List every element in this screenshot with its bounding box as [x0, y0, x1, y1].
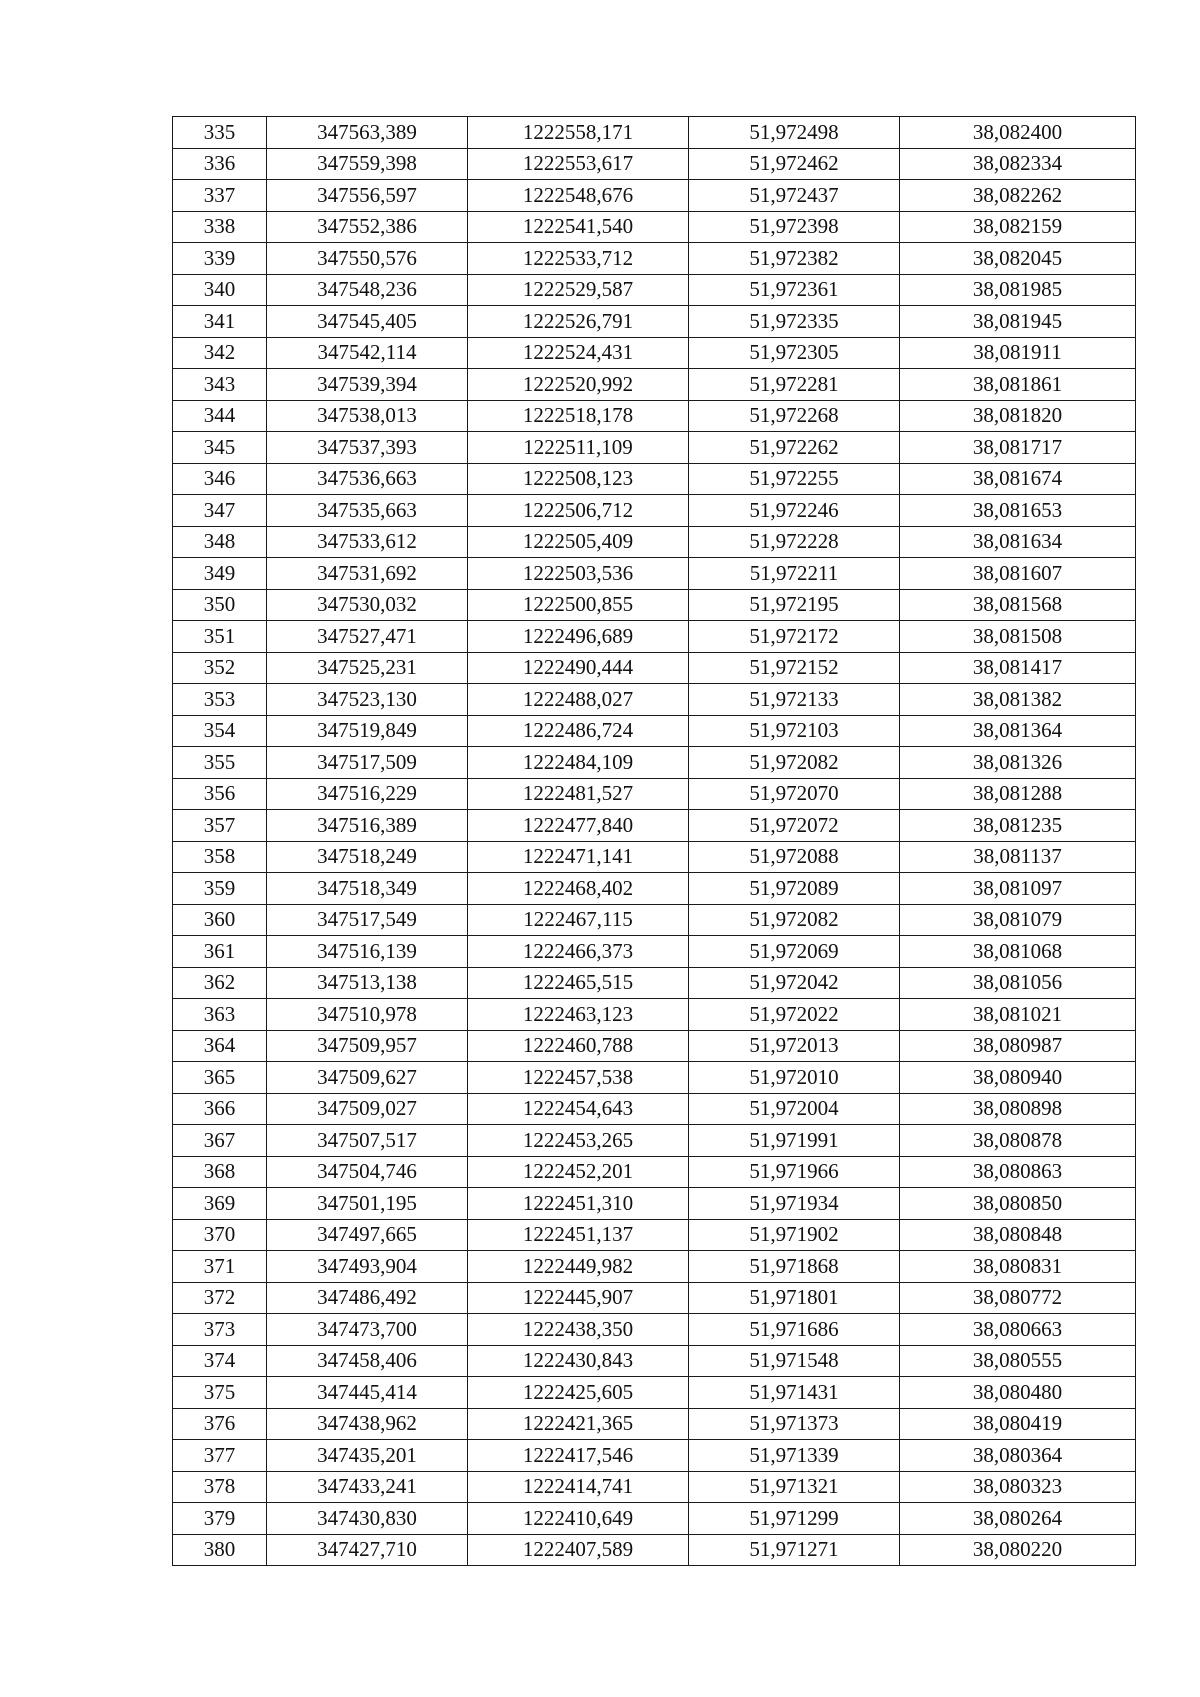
point-number-cell: 373 [173, 1314, 267, 1346]
longitude-cell: 38,080987 [900, 1030, 1136, 1062]
y-coordinate-cell: 1222445,907 [468, 1282, 689, 1314]
point-number-cell: 378 [173, 1471, 267, 1503]
longitude-cell: 38,080264 [900, 1503, 1136, 1535]
x-coordinate-cell: 347504,746 [267, 1156, 468, 1188]
x-coordinate-cell: 347516,389 [267, 810, 468, 842]
y-coordinate-cell: 1222484,109 [468, 747, 689, 779]
x-coordinate-cell: 347430,830 [267, 1503, 468, 1535]
longitude-cell: 38,081364 [900, 715, 1136, 747]
longitude-cell: 38,080940 [900, 1062, 1136, 1094]
y-coordinate-cell: 1222511,109 [468, 432, 689, 464]
longitude-cell: 38,081820 [900, 400, 1136, 432]
y-coordinate-cell: 1222505,409 [468, 526, 689, 558]
x-coordinate-cell: 347518,349 [267, 873, 468, 905]
point-number-cell: 379 [173, 1503, 267, 1535]
y-coordinate-cell: 1222541,540 [468, 211, 689, 243]
point-number-cell: 339 [173, 243, 267, 275]
point-number-cell: 367 [173, 1125, 267, 1157]
point-number-cell: 336 [173, 148, 267, 180]
x-coordinate-cell: 347507,517 [267, 1125, 468, 1157]
table-row [173, 684, 1136, 716]
latitude-cell: 51,972082 [689, 747, 900, 779]
latitude-cell: 51,972133 [689, 684, 900, 716]
latitude-cell: 51,972042 [689, 967, 900, 999]
table-row [173, 1282, 1136, 1314]
longitude-cell: 38,081568 [900, 589, 1136, 621]
x-coordinate-cell: 347445,414 [267, 1377, 468, 1409]
table-row [173, 400, 1136, 432]
table-row [173, 967, 1136, 999]
latitude-cell: 51,971934 [689, 1188, 900, 1220]
x-coordinate-cell: 347438,962 [267, 1408, 468, 1440]
y-coordinate-cell: 1222488,027 [468, 684, 689, 716]
latitude-cell: 51,972398 [689, 211, 900, 243]
longitude-cell: 38,081326 [900, 747, 1136, 779]
point-number-cell: 342 [173, 337, 267, 369]
point-number-cell: 361 [173, 936, 267, 968]
longitude-cell: 38,081653 [900, 495, 1136, 527]
point-number-cell: 338 [173, 211, 267, 243]
table-row [173, 1440, 1136, 1472]
longitude-cell: 38,081068 [900, 936, 1136, 968]
longitude-cell: 38,081097 [900, 873, 1136, 905]
x-coordinate-cell: 347517,509 [267, 747, 468, 779]
latitude-cell: 51,971271 [689, 1534, 900, 1566]
longitude-cell: 38,080323 [900, 1471, 1136, 1503]
x-coordinate-cell: 347509,027 [267, 1093, 468, 1125]
x-coordinate-cell: 347433,241 [267, 1471, 468, 1503]
latitude-cell: 51,972004 [689, 1093, 900, 1125]
latitude-cell: 51,971966 [689, 1156, 900, 1188]
y-coordinate-cell: 1222500,855 [468, 589, 689, 621]
table-row [173, 306, 1136, 338]
latitude-cell: 51,972022 [689, 999, 900, 1031]
point-number-cell: 371 [173, 1251, 267, 1283]
y-coordinate-cell: 1222410,649 [468, 1503, 689, 1535]
latitude-cell: 51,971339 [689, 1440, 900, 1472]
y-coordinate-cell: 1222425,605 [468, 1377, 689, 1409]
latitude-cell: 51,972305 [689, 337, 900, 369]
y-coordinate-cell: 1222558,171 [468, 117, 689, 149]
y-coordinate-cell: 1222465,515 [468, 967, 689, 999]
y-coordinate-cell: 1222460,788 [468, 1030, 689, 1062]
x-coordinate-cell: 347510,978 [267, 999, 468, 1031]
latitude-cell: 51,972498 [689, 117, 900, 149]
x-coordinate-cell: 347530,032 [267, 589, 468, 621]
longitude-cell: 38,080850 [900, 1188, 1136, 1220]
table-row [173, 432, 1136, 464]
x-coordinate-cell: 347556,597 [267, 180, 468, 212]
point-number-cell: 351 [173, 621, 267, 653]
longitude-cell: 38,080555 [900, 1345, 1136, 1377]
latitude-cell: 51,972246 [689, 495, 900, 527]
y-coordinate-cell: 1222438,350 [468, 1314, 689, 1346]
y-coordinate-cell: 1222490,444 [468, 652, 689, 684]
point-number-cell: 366 [173, 1093, 267, 1125]
x-coordinate-cell: 347509,627 [267, 1062, 468, 1094]
table-row [173, 1251, 1136, 1283]
table-row [173, 999, 1136, 1031]
point-number-cell: 340 [173, 274, 267, 306]
table-row [173, 211, 1136, 243]
longitude-cell: 38,082262 [900, 180, 1136, 212]
latitude-cell: 51,972152 [689, 652, 900, 684]
x-coordinate-cell: 347539,394 [267, 369, 468, 401]
latitude-cell: 51,972437 [689, 180, 900, 212]
x-coordinate-cell: 347538,013 [267, 400, 468, 432]
latitude-cell: 51,971686 [689, 1314, 900, 1346]
table-row [173, 621, 1136, 653]
table-row [173, 747, 1136, 779]
y-coordinate-cell: 1222526,791 [468, 306, 689, 338]
x-coordinate-cell: 347548,236 [267, 274, 468, 306]
y-coordinate-cell: 1222414,741 [468, 1471, 689, 1503]
table-row [173, 180, 1136, 212]
y-coordinate-cell: 1222481,527 [468, 778, 689, 810]
x-coordinate-cell: 347523,130 [267, 684, 468, 716]
point-number-cell: 372 [173, 1282, 267, 1314]
x-coordinate-cell: 347493,904 [267, 1251, 468, 1283]
longitude-cell: 38,082159 [900, 211, 1136, 243]
longitude-cell: 38,081911 [900, 337, 1136, 369]
table-row [173, 243, 1136, 275]
point-number-cell: 354 [173, 715, 267, 747]
latitude-cell: 51,971373 [689, 1408, 900, 1440]
latitude-cell: 51,972069 [689, 936, 900, 968]
latitude-cell: 51,972268 [689, 400, 900, 432]
longitude-cell: 38,080898 [900, 1093, 1136, 1125]
latitude-cell: 51,971299 [689, 1503, 900, 1535]
table-row [173, 1030, 1136, 1062]
point-number-cell: 353 [173, 684, 267, 716]
table-row [173, 1219, 1136, 1251]
point-number-cell: 380 [173, 1534, 267, 1566]
latitude-cell: 51,972089 [689, 873, 900, 905]
latitude-cell: 51,972255 [689, 463, 900, 495]
point-number-cell: 335 [173, 117, 267, 149]
table-row [173, 1188, 1136, 1220]
latitude-cell: 51,972172 [689, 621, 900, 653]
table-row [173, 369, 1136, 401]
point-number-cell: 363 [173, 999, 267, 1031]
table-row [173, 1345, 1136, 1377]
x-coordinate-cell: 347536,663 [267, 463, 468, 495]
x-coordinate-cell: 347516,139 [267, 936, 468, 968]
y-coordinate-cell: 1222430,843 [468, 1345, 689, 1377]
y-coordinate-cell: 1222471,141 [468, 841, 689, 873]
latitude-cell: 51,972335 [689, 306, 900, 338]
longitude-cell: 38,081508 [900, 621, 1136, 653]
x-coordinate-cell: 347535,663 [267, 495, 468, 527]
point-number-cell: 368 [173, 1156, 267, 1188]
y-coordinate-cell: 1222486,724 [468, 715, 689, 747]
table-row [173, 1062, 1136, 1094]
longitude-cell: 38,082045 [900, 243, 1136, 275]
point-number-cell: 357 [173, 810, 267, 842]
longitude-cell: 38,081607 [900, 558, 1136, 590]
longitude-cell: 38,081021 [900, 999, 1136, 1031]
y-coordinate-cell: 1222454,643 [468, 1093, 689, 1125]
point-number-cell: 359 [173, 873, 267, 905]
point-number-cell: 349 [173, 558, 267, 590]
longitude-cell: 38,080364 [900, 1440, 1136, 1472]
point-number-cell: 362 [173, 967, 267, 999]
x-coordinate-cell: 347527,471 [267, 621, 468, 653]
longitude-cell: 38,080848 [900, 1219, 1136, 1251]
longitude-cell: 38,081945 [900, 306, 1136, 338]
table-row [173, 841, 1136, 873]
table-row [173, 1471, 1136, 1503]
longitude-cell: 38,080663 [900, 1314, 1136, 1346]
x-coordinate-cell: 347509,957 [267, 1030, 468, 1062]
latitude-cell: 51,971548 [689, 1345, 900, 1377]
y-coordinate-cell: 1222533,712 [468, 243, 689, 275]
point-number-cell: 364 [173, 1030, 267, 1062]
longitude-cell: 38,081288 [900, 778, 1136, 810]
longitude-cell: 38,081235 [900, 810, 1136, 842]
point-number-cell: 369 [173, 1188, 267, 1220]
x-coordinate-cell: 347501,195 [267, 1188, 468, 1220]
table-row [173, 778, 1136, 810]
latitude-cell: 51,972281 [689, 369, 900, 401]
table-row [173, 1503, 1136, 1535]
longitude-cell: 38,080480 [900, 1377, 1136, 1409]
y-coordinate-cell: 1222407,589 [468, 1534, 689, 1566]
y-coordinate-cell: 1222520,992 [468, 369, 689, 401]
latitude-cell: 51,971431 [689, 1377, 900, 1409]
y-coordinate-cell: 1222466,373 [468, 936, 689, 968]
table-row [173, 1408, 1136, 1440]
point-number-cell: 348 [173, 526, 267, 558]
y-coordinate-cell: 1222451,137 [468, 1219, 689, 1251]
y-coordinate-cell: 1222548,676 [468, 180, 689, 212]
latitude-cell: 51,972013 [689, 1030, 900, 1062]
latitude-cell: 51,972262 [689, 432, 900, 464]
longitude-cell: 38,080772 [900, 1282, 1136, 1314]
latitude-cell: 51,972010 [689, 1062, 900, 1094]
table-row [173, 274, 1136, 306]
table-row [173, 1156, 1136, 1188]
point-number-cell: 347 [173, 495, 267, 527]
latitude-cell: 51,972462 [689, 148, 900, 180]
y-coordinate-cell: 1222452,201 [468, 1156, 689, 1188]
y-coordinate-cell: 1222503,536 [468, 558, 689, 590]
longitude-cell: 38,081056 [900, 967, 1136, 999]
table-row [173, 1314, 1136, 1346]
point-number-cell: 375 [173, 1377, 267, 1409]
table-row [173, 873, 1136, 905]
longitude-cell: 38,081861 [900, 369, 1136, 401]
table-row [173, 589, 1136, 621]
coordinates-table-body [173, 117, 1136, 1566]
longitude-cell: 38,081137 [900, 841, 1136, 873]
y-coordinate-cell: 1222508,123 [468, 463, 689, 495]
latitude-cell: 51,972088 [689, 841, 900, 873]
x-coordinate-cell: 347518,249 [267, 841, 468, 873]
point-number-cell: 358 [173, 841, 267, 873]
longitude-cell: 38,081717 [900, 432, 1136, 464]
point-number-cell: 352 [173, 652, 267, 684]
x-coordinate-cell: 347533,612 [267, 526, 468, 558]
y-coordinate-cell: 1222468,402 [468, 873, 689, 905]
point-number-cell: 343 [173, 369, 267, 401]
latitude-cell: 51,972070 [689, 778, 900, 810]
latitude-cell: 51,972072 [689, 810, 900, 842]
x-coordinate-cell: 347545,405 [267, 306, 468, 338]
x-coordinate-cell: 347458,406 [267, 1345, 468, 1377]
y-coordinate-cell: 1222449,982 [468, 1251, 689, 1283]
y-coordinate-cell: 1222553,617 [468, 148, 689, 180]
latitude-cell: 51,972228 [689, 526, 900, 558]
latitude-cell: 51,972103 [689, 715, 900, 747]
latitude-cell: 51,971801 [689, 1282, 900, 1314]
latitude-cell: 51,972361 [689, 274, 900, 306]
y-coordinate-cell: 1222417,546 [468, 1440, 689, 1472]
latitude-cell: 51,972082 [689, 904, 900, 936]
table-row [173, 117, 1136, 149]
x-coordinate-cell: 347513,138 [267, 967, 468, 999]
table-row [173, 1093, 1136, 1125]
point-number-cell: 370 [173, 1219, 267, 1251]
x-coordinate-cell: 347473,700 [267, 1314, 468, 1346]
table-row [173, 148, 1136, 180]
x-coordinate-cell: 347531,692 [267, 558, 468, 590]
x-coordinate-cell: 347435,201 [267, 1440, 468, 1472]
longitude-cell: 38,081674 [900, 463, 1136, 495]
latitude-cell: 51,971321 [689, 1471, 900, 1503]
longitude-cell: 38,080419 [900, 1408, 1136, 1440]
x-coordinate-cell: 347552,386 [267, 211, 468, 243]
latitude-cell: 51,972195 [689, 589, 900, 621]
longitude-cell: 38,081634 [900, 526, 1136, 558]
y-coordinate-cell: 1222506,712 [468, 495, 689, 527]
table-row [173, 810, 1136, 842]
x-coordinate-cell: 347427,710 [267, 1534, 468, 1566]
table-row [173, 463, 1136, 495]
table-row [173, 715, 1136, 747]
longitude-cell: 38,082334 [900, 148, 1136, 180]
coordinates-table [172, 116, 1136, 1566]
table-row [173, 337, 1136, 369]
longitude-cell: 38,081417 [900, 652, 1136, 684]
x-coordinate-cell: 347497,665 [267, 1219, 468, 1251]
point-number-cell: 365 [173, 1062, 267, 1094]
point-number-cell: 376 [173, 1408, 267, 1440]
x-coordinate-cell: 347517,549 [267, 904, 468, 936]
x-coordinate-cell: 347559,398 [267, 148, 468, 180]
y-coordinate-cell: 1222463,123 [468, 999, 689, 1031]
y-coordinate-cell: 1222496,689 [468, 621, 689, 653]
x-coordinate-cell: 347516,229 [267, 778, 468, 810]
x-coordinate-cell: 347486,492 [267, 1282, 468, 1314]
point-number-cell: 360 [173, 904, 267, 936]
y-coordinate-cell: 1222524,431 [468, 337, 689, 369]
table-row [173, 904, 1136, 936]
x-coordinate-cell: 347550,576 [267, 243, 468, 275]
table-row [173, 1534, 1136, 1566]
longitude-cell: 38,081079 [900, 904, 1136, 936]
x-coordinate-cell: 347563,389 [267, 117, 468, 149]
y-coordinate-cell: 1222467,115 [468, 904, 689, 936]
y-coordinate-cell: 1222457,538 [468, 1062, 689, 1094]
point-number-cell: 344 [173, 400, 267, 432]
longitude-cell: 38,080878 [900, 1125, 1136, 1157]
longitude-cell: 38,082400 [900, 117, 1136, 149]
table-row [173, 526, 1136, 558]
y-coordinate-cell: 1222451,310 [468, 1188, 689, 1220]
x-coordinate-cell: 347519,849 [267, 715, 468, 747]
x-coordinate-cell: 347525,231 [267, 652, 468, 684]
table-row [173, 1377, 1136, 1409]
longitude-cell: 38,080220 [900, 1534, 1136, 1566]
y-coordinate-cell: 1222421,365 [468, 1408, 689, 1440]
y-coordinate-cell: 1222453,265 [468, 1125, 689, 1157]
table-row [173, 495, 1136, 527]
longitude-cell: 38,080831 [900, 1251, 1136, 1283]
x-coordinate-cell: 347537,393 [267, 432, 468, 464]
table-row [173, 1125, 1136, 1157]
x-coordinate-cell: 347542,114 [267, 337, 468, 369]
latitude-cell: 51,972382 [689, 243, 900, 275]
longitude-cell: 38,081985 [900, 274, 1136, 306]
latitude-cell: 51,971991 [689, 1125, 900, 1157]
longitude-cell: 38,080863 [900, 1156, 1136, 1188]
latitude-cell: 51,972211 [689, 558, 900, 590]
table-row [173, 652, 1136, 684]
point-number-cell: 356 [173, 778, 267, 810]
point-number-cell: 345 [173, 432, 267, 464]
latitude-cell: 51,971868 [689, 1251, 900, 1283]
y-coordinate-cell: 1222518,178 [468, 400, 689, 432]
point-number-cell: 374 [173, 1345, 267, 1377]
longitude-cell: 38,081382 [900, 684, 1136, 716]
point-number-cell: 346 [173, 463, 267, 495]
point-number-cell: 355 [173, 747, 267, 779]
point-number-cell: 377 [173, 1440, 267, 1472]
y-coordinate-cell: 1222477,840 [468, 810, 689, 842]
table-row [173, 558, 1136, 590]
point-number-cell: 341 [173, 306, 267, 338]
table-row [173, 936, 1136, 968]
point-number-cell: 350 [173, 589, 267, 621]
point-number-cell: 337 [173, 180, 267, 212]
latitude-cell: 51,971902 [689, 1219, 900, 1251]
y-coordinate-cell: 1222529,587 [468, 274, 689, 306]
